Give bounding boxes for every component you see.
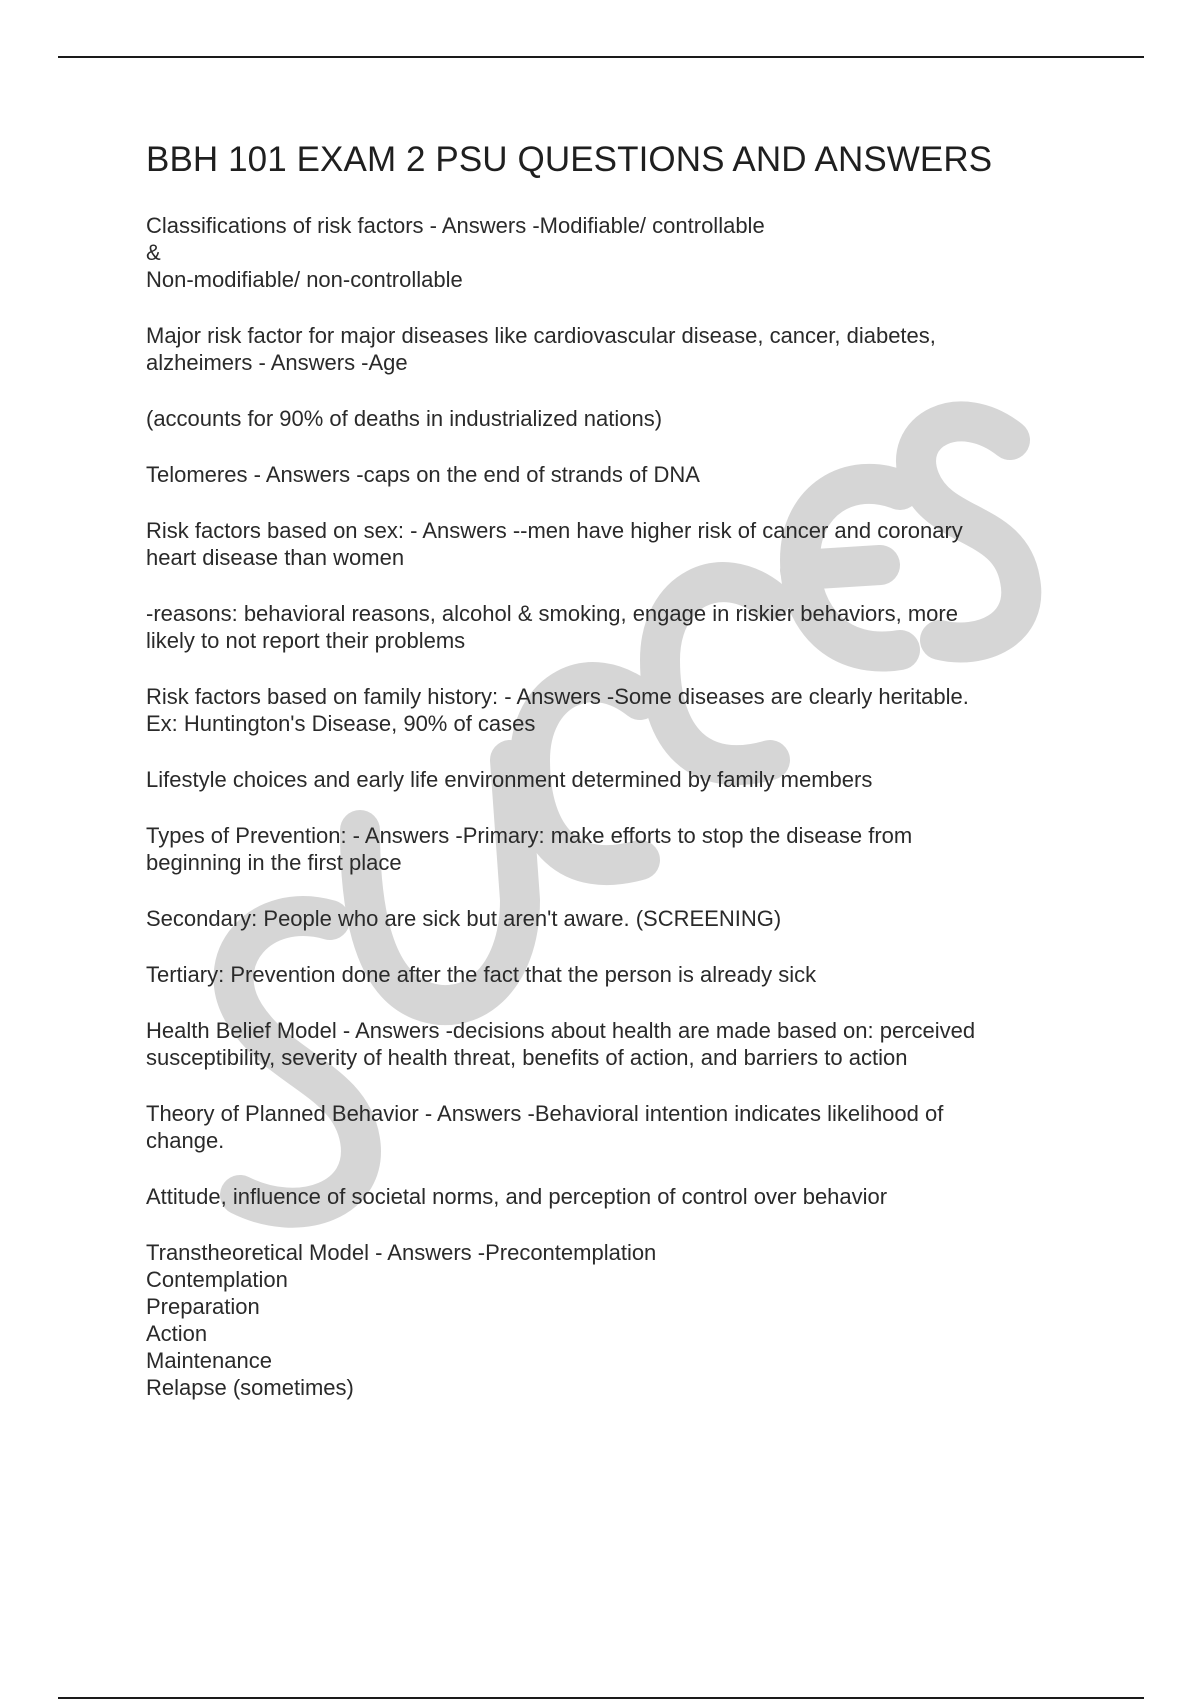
- text-line: Preparation: [146, 1294, 260, 1319]
- text-line: likely to not report their problems: [146, 628, 466, 653]
- text-line: Tertiary: Prevention done after the fact that the person is already sick: [146, 962, 817, 987]
- text-line: change.: [146, 1128, 225, 1153]
- paragraph-reasons: [146, 600, 1086, 654]
- paragraph-secondary: [146, 905, 1086, 932]
- text-line: Risk factors based on sex: - Answers --men have higher risk of cancer and coronary: [146, 518, 963, 543]
- text-line: Relapse (sometimes): [146, 1375, 354, 1400]
- paragraph-telomeres: [146, 461, 1086, 488]
- text-line: Ex: Huntington's Disease, 90% of cases: [146, 711, 536, 736]
- paragraph-prevention-types: [146, 822, 1086, 876]
- text-line: Maintenance: [146, 1348, 272, 1373]
- text-line: Transtheoretical Model - Answers -Precontemplation: [146, 1240, 657, 1265]
- paragraph-attitude: [146, 1183, 1086, 1210]
- text-line: Action: [146, 1321, 208, 1346]
- text-line: Major risk factor for major diseases like cardiovascular disease, cancer, diabetes,: [146, 323, 936, 348]
- text-line: Secondary: People who are sick but aren't aware. (SCREENING): [146, 906, 782, 931]
- text-line: Contemplation: [146, 1267, 288, 1292]
- text-line: Telomeres - Answers -caps on the end of strands of DNA: [146, 462, 700, 487]
- paragraph-health-belief-model: [146, 1017, 1086, 1071]
- paragraph-transtheoretical-model: [146, 1239, 1086, 1401]
- text-line: susceptibility, severity of health threat, benefits of action, and barriers to action: [146, 1045, 908, 1070]
- document-title: BBH 101 EXAM 2 PSU QUESTIONS AND ANSWERS: [146, 140, 993, 179]
- text-line: Lifestyle choices and early life environment determined by family members: [146, 767, 873, 792]
- paragraph-planned-behavior: [146, 1100, 1086, 1154]
- paragraph-risk-classifications: [146, 212, 1086, 293]
- text-line: Classifications of risk factors - Answers -Modifiable/ controllable: [146, 213, 765, 238]
- text-line: Risk factors based on family history: - Answers -Some diseases are clearly heritable.: [146, 684, 969, 709]
- text-line: Health Belief Model - Answers -decisions about health are made based on: perceived: [146, 1018, 976, 1043]
- text-line: heart disease than women: [146, 545, 405, 570]
- text-line: (accounts for 90% of deaths in industrialized nations): [146, 406, 663, 431]
- text-line: &: [146, 240, 161, 265]
- text-line: Attitude, influence of societal norms, and perception of control over behavior: [146, 1184, 888, 1209]
- text-line: -reasons: behavioral reasons, alcohol & smoking, engage in riskier behaviors, more: [146, 601, 958, 626]
- paragraph-lifestyle: [146, 766, 1086, 793]
- paragraph-deaths-note: [146, 405, 1086, 432]
- text-line: beginning in the first place: [146, 850, 402, 875]
- text-line: Types of Prevention: - Answers -Primary: make efforts to stop the disease from: [146, 823, 913, 848]
- paragraph-risk-sex: [146, 517, 1086, 571]
- text-line: Non-modifiable/ non-controllable: [146, 267, 463, 292]
- paragraph-family-history: [146, 683, 1086, 737]
- paragraph-major-risk-factor: [146, 322, 1086, 376]
- top-rule: [58, 56, 1144, 58]
- text-line: Theory of Planned Behavior - Answers -Behavioral intention indicates likelihood of: [146, 1101, 944, 1126]
- document-body: [146, 140, 1086, 1430]
- text-line: alzheimers - Answers -Age: [146, 350, 408, 375]
- bottom-rule: [58, 1697, 1144, 1699]
- paragraph-tertiary: [146, 961, 1086, 988]
